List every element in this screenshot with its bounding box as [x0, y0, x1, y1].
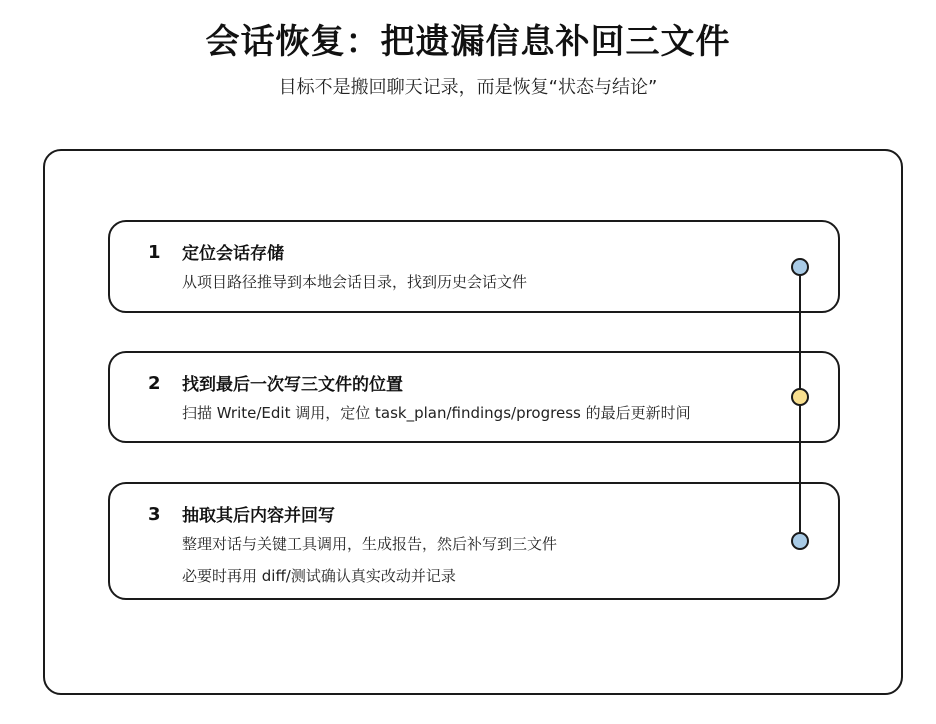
step-number: 2	[148, 373, 161, 394]
step-title: 抽取其后内容并回写	[182, 506, 335, 526]
step-description: 整理对话与关键工具调用，生成报告，然后补写到三文件	[182, 535, 558, 553]
step-title: 定位会话存储	[182, 244, 284, 264]
step-card-1	[108, 220, 840, 313]
step-description: 扫描 Write/Edit 调用，定位 task_plan/findings/progress 的最后更新时间	[182, 404, 691, 422]
step-number: 1	[148, 242, 161, 263]
step-card-3	[108, 482, 840, 600]
step-description: 从项目路径推导到本地会话目录，找到历史会话文件	[182, 273, 528, 291]
step-number: 3	[148, 504, 161, 525]
page-subtitle: 目标不是搬回聊天记录，而是恢复“状态与结论”	[278, 77, 658, 98]
timeline-node-2	[791, 388, 809, 406]
step-card-2	[108, 351, 840, 443]
page-title: 会话恢复：把遗漏信息补回三文件	[205, 22, 731, 62]
step-title: 找到最后一次写三文件的位置	[182, 375, 403, 395]
step-description: 必要时再用 diff/测试确认真实改动并记录	[182, 567, 456, 585]
timeline-node-1	[791, 258, 809, 276]
timeline-node-3	[791, 532, 809, 550]
